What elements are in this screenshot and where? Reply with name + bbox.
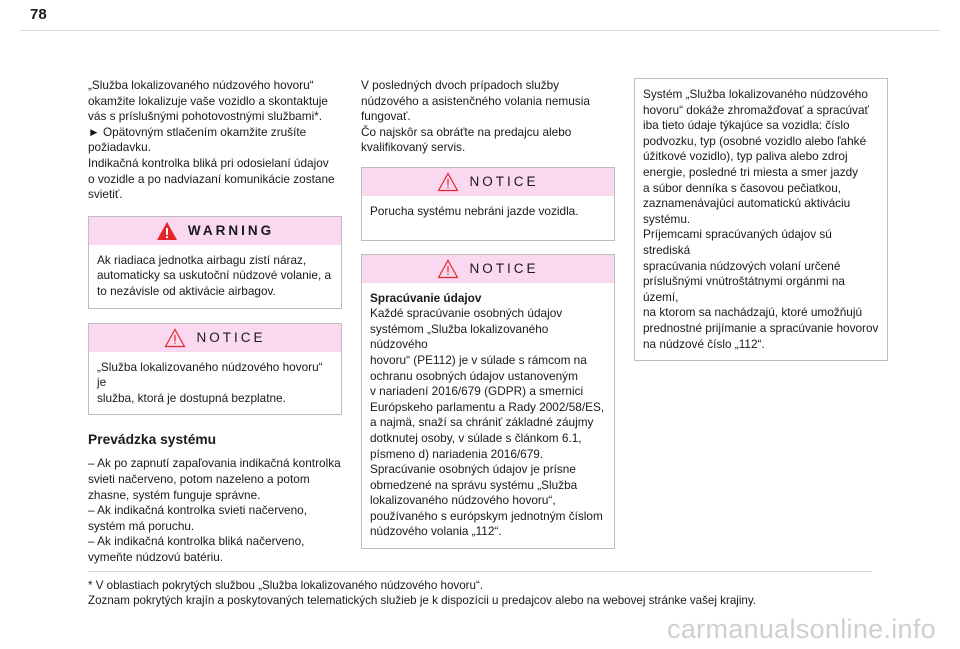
warning-title: WARNING (187, 223, 275, 239)
notice-text: „Služba lokalizovaného núdzového hovoru“ je služba, ktorá je dostupná bezplatne. (97, 359, 323, 405)
notice-title: NOTICE (196, 330, 266, 346)
warning-triangle-icon (156, 221, 178, 241)
notice-heading-3 (370, 291, 606, 307)
intro-paragraph: „Služba lokalizovaného núdzového hovoru“ okamžite lokalizuje vaše vozidlo a skontaktuje vás s príslušnými pohotovostnými službami*. ► Opätovným stlačením okamžite zrušíte požiadavku. Indikačná kontrolka bliká pri odosielaní údajov o vozidle a po nadviazaní komunikácie zostane svietiť. (88, 78, 335, 202)
notice-triangle-icon (437, 172, 459, 192)
notice-triangle-icon (437, 259, 459, 279)
footnote: * V oblastiach pokrytých službou „Služba lokalizovaného núdzového hovoru“. Zoznam pokrytých krajín a poskytovaných telematických služieb je k dispozícii u predajcov alebo na webovej stránke vašej krajiny. (88, 579, 757, 608)
column-1 (88, 78, 342, 565)
section-title: Prevádzka systému (88, 432, 217, 448)
notice-box-header (89, 324, 341, 352)
header-divider (20, 30, 940, 31)
page-number: 78 (30, 6, 47, 23)
data-processing-heading: Spracúvanie údajov (370, 290, 482, 305)
notice-title-3: NOTICE (469, 261, 539, 277)
footnote-divider (88, 571, 872, 572)
watermark: carmanualsonline.info (667, 614, 936, 644)
section-paragraph: – Ak po zapnutí zapaľovania indikačná kontrolka svieti načerveno, potom nazeleno a potom zhasne, systém funguje správne. – Ak indikačná kontrolka svieti načerveno, systém má poruchu. – Ak indikačná kontrolka bliká načerveno, vymeňte núdzovú batériu. (88, 456, 341, 564)
info-text: Systém „Služba lokalizovaného núdzového hovoru“ dokáže zhromažďovať a spracúvať iba tieto údaje týkajúce sa vozidla: číslo podvozku, typ (osobné vozidlo alebo ľahké úžitkové vozidlo), typ paliva alebo zdroj energie, posledné tri miesta a smer jazdy a súbor denníka s časovou pečiatkou, zaznamenávajúci automatickú aktiváciu systému. Príjemcami spracúvaných údajov sú strediská spracúvania núdzových volaní určené príslušnými vnútroštátnymi orgánmi na území, na ktorom sa nachádzajú, ktoré umožňujú prednostné prijímanie a spracúvanie hovorov na núdzové číslo „112“. (643, 87, 879, 351)
notice-title-2: NOTICE (469, 174, 539, 190)
column-2 (361, 78, 615, 549)
notice-box (88, 323, 342, 416)
notice-box-3-header (362, 255, 614, 283)
notice-box-2-header (362, 168, 614, 196)
notice-box-2 (361, 167, 615, 241)
notice-text-2: Porucha systému nebráni jazde vozidla. (370, 203, 579, 218)
warning-box (88, 216, 342, 309)
notice-box-3 (361, 254, 615, 550)
info-box (634, 78, 888, 361)
column-3 (634, 78, 888, 361)
intro-paragraph-2: V posledných dvoch prípadoch služby núdzového a asistenčného volania nemusia fungovať. Čo najskôr sa obráťte na predajcu alebo kvalifikovaný servis. (361, 78, 590, 155)
notice-triangle-icon (164, 328, 186, 348)
warning-text: Ak riadiaca jednotka airbagu zistí náraz, automaticky sa uskutoční núdzové volanie, a to nezávisle od aktivácie airbagov. (97, 252, 332, 298)
notice-text-3: Každé spracúvanie osobných údajov systémom „Služba lokalizovaného núdzového hovoru“ (PE112) je v súlade s rámcom na ochranu osobných údajov ustanoveným v nariadení 2016/679 (GDPR) a smernici Európskeho parlamentu a Rady 2002/58/ES, a najmä, snaží sa chrániť základné záujmy dotknutej osoby, v súlade s článkom 6.1, písmeno d) nariadenia 2016/679. Spracúvanie osobných údajov je prísne obmedzené na správu systému „Služba lokalizovaného núdzového hovoru“, používaného s európskym jednotným číslom núdzového volania „112“. (370, 306, 605, 539)
warning-box-header (89, 217, 341, 245)
